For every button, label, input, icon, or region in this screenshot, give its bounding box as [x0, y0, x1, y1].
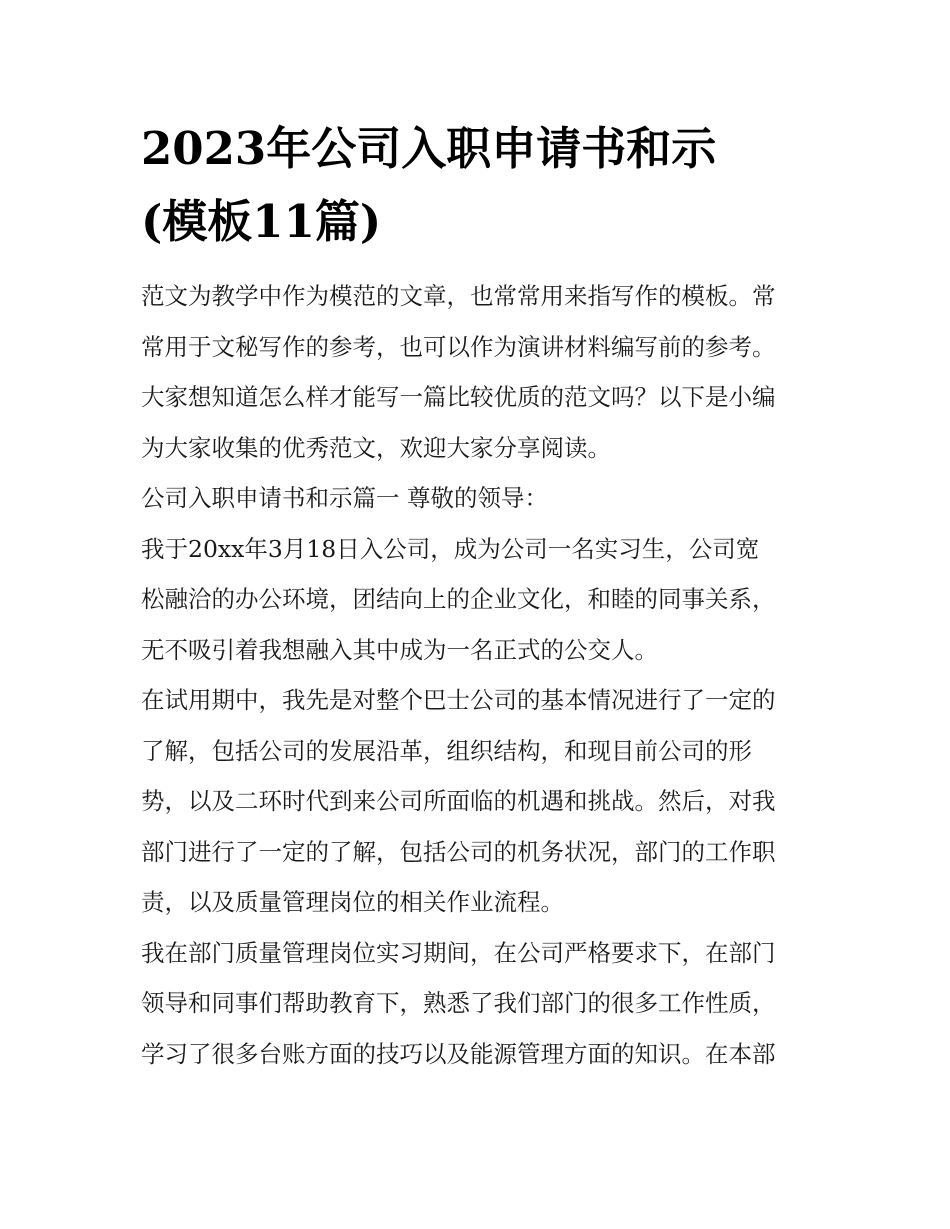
text-line: 学习了很多台账方面的技巧以及能源管理方面的知识。在本部: [141, 1039, 776, 1068]
title-line: (模板11篇): [141, 195, 382, 248]
text-line: 责，以及质量管理岗位的相关作业流程。: [141, 888, 564, 916]
title-line: 2023年公司入职申请书和示: [141, 122, 717, 175]
text-line: 领导和同事们帮助教育下，熟悉了我们部门的很多工作性质，: [141, 989, 776, 1017]
text-line: 无不吸引着我想融入其中成为一名正式的公交人。: [141, 635, 658, 664]
text-line: 范文为教学中作为模范的文章，也常常用来指写作的模板。常: [141, 282, 776, 310]
text-line: 我于20xx年3月18日入公司，成为公司一名实习生，公司宽: [141, 534, 760, 563]
text-line: 势，以及二环时代到来公司所面临的机遇和挑战。然后，对我: [141, 787, 776, 815]
text-line: 常用于文秘写作的参考，也可以作为演讲材料编写前的参考。: [141, 332, 776, 361]
document-body: [141, 271, 813, 1079]
text-line: 我在部门质量管理岗位实习期间，在公司严格要求下，在部门: [141, 938, 776, 967]
text-line: 松融洽的办公环境，团结向上的企业文化，和睦的同事关系，: [141, 585, 776, 613]
intro-paragraph: [141, 271, 813, 473]
text-line: 了解，包括公司的发展沿革，组织结构，和现目前公司的形: [141, 736, 752, 765]
text-line: 大家想知道怎么样才能写一篇比较优质的范文吗？以下是小编: [141, 383, 776, 411]
body-paragraph: [141, 928, 813, 1080]
body-paragraph: [141, 524, 813, 676]
document-page: [141, 112, 813, 1079]
text-line: 为大家收集的优秀范文，欢迎大家分享阅读。: [141, 433, 611, 462]
text-line: 部门进行了一定的了解，包括公司的机务状况，部门的工作职: [141, 837, 776, 866]
body-paragraph: [141, 675, 813, 928]
text-line: 在试用期中，我先是对整个巴士公司的基本情况进行了一定的: [141, 686, 776, 714]
document-title: [141, 112, 813, 258]
text-line: 公司入职申请书和示篇一 尊敬的领导：: [141, 484, 548, 512]
section-heading-paragraph: [141, 473, 813, 524]
